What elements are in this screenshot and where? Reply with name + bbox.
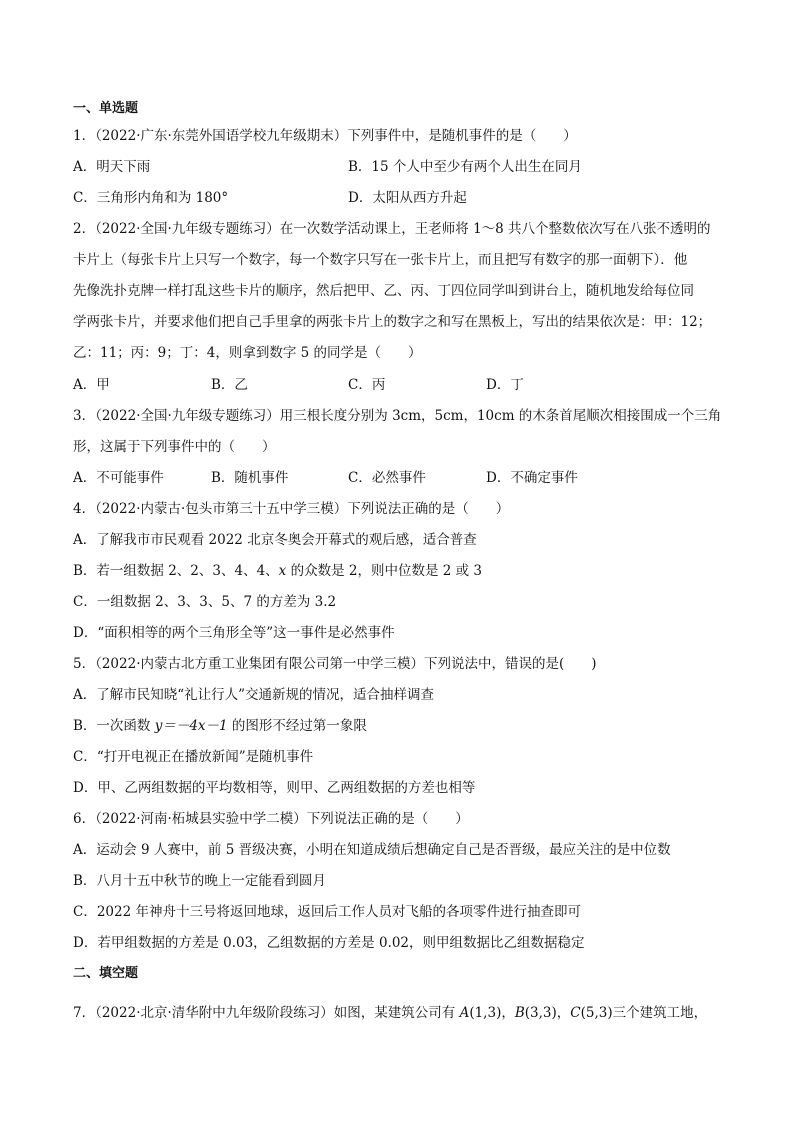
point-a-label: A	[459, 1005, 470, 1021]
question-7-text-end: 三个建筑工地，	[612, 1005, 708, 1021]
question-6-option-d: D．若甲组数据的方差是 0.03，乙组数据的方差是 0.02，则甲组数据比乙组数据稳定	[73, 935, 585, 951]
question-3-option-a: A．不可能事件	[73, 470, 164, 486]
question-4-option-b	[73, 559, 723, 579]
question-2-line-1: 2．（2022·全国·九年级专题练习）在一次数学活动课上，王老师将 1～8 共八个整数依次写在八张不透明的	[73, 221, 711, 237]
question-1-stem: 1．（2022·广东·东莞外国语学校九年级期末）下列事件中，是随机事件的是（ ）	[73, 128, 577, 144]
question-6-option-a: A．运动会 9 人赛中，前 5 晋级决赛，小明在知道成绩后想确定自己是否晋级，最应关注的是中位数	[73, 842, 671, 858]
question-3-line-1: 3．（2022·全国·九年级专题练习）用三根长度分别为 3cm，5cm，10cm 的木条首尾顺次相接围成一个三角	[73, 408, 722, 424]
question-6-stem: 6．（2022·河南·柘城县实验中学二模）下列说法正确的是（ ）	[73, 811, 469, 827]
separator-2: ，	[556, 1005, 571, 1021]
question-2-line-3: 先像洗扑克牌一样打乱这些卡片的顺序，然后把甲、乙、丙、丁四位同学叫到讲台上，随机地发给每位同	[73, 283, 694, 299]
question-4-option-b-variable: x	[278, 563, 287, 579]
question-2-option-d: D．丁	[486, 377, 524, 393]
question-3-option-b: B．随机事件	[211, 470, 289, 486]
question-5-option-c: C．“打开电视正在播放新闻”是随机事件	[73, 749, 314, 765]
question-2-option-a: A．甲	[73, 377, 110, 393]
question-4-option-b-text-start: B．若一组数据 2、2、3、4、4、	[73, 563, 279, 579]
question-2-line-5: 乙：11；丙：9；丁：4，则拿到数字 5 的同学是（ ）	[73, 345, 422, 361]
question-4-option-b-text-end: 的众数是 2，则中位数是 2 或 3	[286, 563, 483, 579]
question-5-option-b-text-start: B．一次函数	[73, 718, 155, 734]
question-2-line-4: 学两张卡片，并要求他们把自己手里拿的两张卡片上的数字之和写在黑板上，写出的结果依次是：甲：12；	[73, 314, 712, 330]
question-2-option-b: B．乙	[211, 377, 248, 393]
question-4-stem: 4．（2022·内蒙古·包头市第三十五中学三模）下列说法正确的是（ ）	[73, 501, 510, 517]
separator-1: ，	[501, 1005, 515, 1021]
question-5-option-b-formula: y＝－4x－1	[154, 718, 228, 734]
question-5-stem: 5．（2022·内蒙古北方重工业集团有限公司第一中学三模）下列说法中，错误的是( )	[73, 656, 597, 672]
question-7-text-start: 7．（2022·北京·清华附中九年级阶段练习）如图，某建筑公司有	[73, 1005, 460, 1021]
question-1-option-c: C．三角形内角和为 180°	[73, 190, 229, 206]
question-2-option-c: C．丙	[348, 377, 386, 393]
point-a-coordinates: (1,3)	[469, 1005, 502, 1021]
question-5-option-b-text-end: 的图形不经过第一象限	[227, 718, 367, 734]
section-heading-single-choice: 一、单选题	[73, 101, 139, 116]
question-3-option-d: D．不确定事件	[486, 470, 578, 486]
question-3-option-c: C．必然事件	[348, 470, 426, 486]
point-b-coordinates: (3,3)	[524, 1005, 557, 1021]
question-6-option-b: B．八月十五中秋节的晚上一定能看到圆月	[73, 873, 326, 889]
question-5-option-a: A．了解市民知晓“礼让行人”交通新规的情况，适合抽样调查	[73, 687, 435, 703]
question-4-option-a: A．了解我市市民观看 2022 北京冬奥会开幕式的观后感，适合普查	[73, 532, 477, 548]
question-4-option-c: C．一组数据 2、3、3、5、7 的方差为 3.2	[73, 594, 337, 610]
question-7-line-1	[73, 1001, 723, 1021]
point-c-label: C	[570, 1005, 581, 1021]
question-1-option-b: B．15 个人中至少有两个人出生在同月	[348, 159, 582, 175]
question-4-option-d: D．“面积相等的两个三角形全等”这一事件是必然事件	[73, 625, 395, 641]
point-c-coordinates: (5,3)	[580, 1005, 613, 1021]
question-3-line-2: 形，这属于下列事件中的（ ）	[73, 439, 276, 455]
question-5-option-d: D．甲、乙两组数据的平均数相等，则甲、乙两组数据的方差也相等	[73, 780, 476, 796]
question-5-option-b	[73, 714, 723, 734]
point-b-label: B	[514, 1005, 525, 1021]
question-1-option-a: A．明天下雨	[73, 159, 151, 175]
section-heading-fill-in: 二、填空题	[73, 966, 139, 981]
question-6-option-c: C．2022 年神舟十三号将返回地球，返回后工作人员对飞船的各项零件进行抽查即可	[73, 904, 581, 920]
question-1-option-d: D．太阳从西方升起	[348, 190, 467, 206]
question-2-line-2: 卡片上（每张卡片上只写一个数字，每一个数字只写在一张卡片上，而且把写有数字的那一面朝下）．他	[73, 252, 688, 268]
